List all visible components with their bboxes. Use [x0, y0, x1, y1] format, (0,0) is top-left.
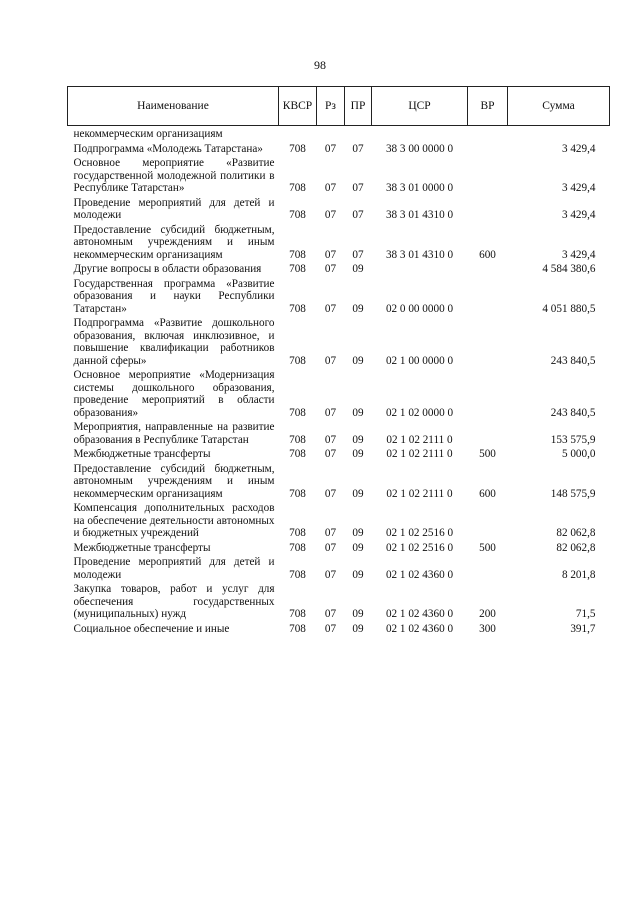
cell-kvsr: 708	[289, 209, 306, 221]
cell-kvsr: 708	[289, 487, 306, 500]
cell-vr	[468, 317, 508, 369]
table-row	[68, 317, 610, 369]
cell-vr: 200	[479, 608, 496, 620]
header-sum: Сумма	[508, 87, 610, 126]
cell-kvsr: 708	[289, 568, 306, 581]
cell-rz: 07	[324, 608, 337, 620]
cell-rz: 07	[324, 263, 337, 275]
cell-csr: 38 3 00 0000 0	[385, 142, 454, 155]
cell-pr: 07	[352, 248, 364, 261]
cell-pr: 09	[352, 263, 364, 275]
cell-name: Проведение мероприятий для детей и молодежи	[73, 556, 275, 581]
cell-rz: 07	[324, 142, 337, 155]
table-row	[68, 583, 610, 623]
cell-vr: 500	[479, 541, 496, 554]
cell-csr: 02 1 02 2111 0	[386, 448, 453, 460]
cell-rz: 07	[324, 527, 337, 539]
cell-csr: 02 1 02 0000 0	[385, 406, 454, 419]
cell-sum: 391,7	[570, 622, 596, 635]
cell-csr: 02 1 02 2516 0	[385, 541, 454, 554]
cell-vr	[468, 143, 508, 158]
cell-rz: 07	[324, 182, 337, 194]
cell-pr: 07	[352, 209, 364, 221]
cell-name: Основное мероприятие «Развитие государственной молодежной политики в Республике Татарстан»	[73, 157, 275, 194]
cell-name: Межбюджетные трансферты	[73, 448, 211, 460]
cell-name: Проведение мероприятий для детей и молодежи	[73, 196, 275, 221]
cell-sum	[508, 126, 610, 143]
cell-csr: 02 1 02 2111 0	[386, 433, 453, 446]
cell-pr: 09	[352, 406, 364, 419]
cell-sum: 3 429,4	[561, 182, 596, 194]
cell-vr	[468, 197, 508, 224]
cell-pr	[345, 126, 372, 143]
table-row	[68, 126, 610, 143]
cell-vr	[468, 157, 508, 197]
cell-sum: 82 062,8	[556, 527, 596, 539]
cell-name: Мероприятия, направленные на развитие образования в Республике Татарстан	[73, 421, 275, 446]
cell-name: Предоставление субсидий бюджетным, автономным учреждениям и иным некоммерческим организациям	[73, 462, 275, 500]
cell-name: Основное мероприятие «Модернизация системы дошкольного образования, проведение мероприятий в области образования»	[73, 369, 275, 419]
table-row	[68, 143, 610, 158]
cell-rz: 07	[324, 406, 337, 419]
cell-pr: 09	[352, 302, 364, 315]
cell-vr: 500	[479, 448, 496, 460]
table-row	[68, 502, 610, 542]
cell-sum: 148 575,9	[550, 487, 596, 500]
cell-sum: 3 429,4	[561, 209, 596, 221]
cell-pr: 09	[352, 448, 364, 460]
table-header	[68, 87, 610, 126]
cell-csr	[372, 263, 468, 278]
cell-kvsr: 708	[289, 406, 306, 419]
table-body	[68, 126, 610, 638]
cell-kvsr: 708	[289, 608, 306, 620]
cell-pr: 09	[352, 487, 364, 500]
cell-name: некоммерческим организациям	[73, 128, 223, 140]
cell-rz: 07	[324, 209, 337, 221]
cell-kvsr: 708	[289, 448, 306, 460]
cell-vr: 600	[479, 248, 496, 261]
cell-name: Другие вопросы в области образования	[73, 263, 262, 275]
cell-vr: 300	[479, 622, 496, 635]
cell-pr: 09	[352, 354, 364, 367]
cell-rz: 07	[324, 622, 337, 635]
cell-rz: 07	[324, 487, 337, 500]
cell-vr	[468, 126, 508, 143]
cell-csr: 38 3 01 0000 0	[385, 182, 454, 194]
cell-sum: 3 429,4	[561, 248, 596, 261]
cell-sum: 8 201,8	[561, 568, 596, 581]
cell-sum: 153 575,9	[550, 433, 596, 446]
cell-vr	[468, 263, 508, 278]
cell-vr	[468, 502, 508, 542]
cell-kvsr: 708	[289, 622, 306, 635]
cell-kvsr: 708	[289, 263, 306, 275]
cell-sum: 71,5	[575, 608, 596, 620]
cell-pr: 09	[352, 608, 364, 620]
table-row	[68, 263, 610, 278]
cell-kvsr: 708	[289, 302, 306, 315]
cell-csr: 02 0 00 0000 0	[385, 302, 454, 315]
cell-sum: 243 840,5	[550, 406, 596, 419]
cell-name: Межбюджетные трансферты	[73, 541, 211, 554]
cell-name: Социальное обеспечение и иные	[73, 622, 230, 635]
cell-vr: 600	[479, 487, 496, 500]
header-kvsr: КВСР	[279, 87, 317, 126]
cell-sum: 82 062,8	[556, 541, 596, 554]
cell-sum: 5 000,0	[561, 448, 596, 460]
cell-kvsr: 708	[289, 182, 306, 194]
table-row	[68, 448, 610, 463]
cell-csr: 02 1 02 4360 0	[385, 622, 454, 635]
cell-rz: 07	[324, 568, 337, 581]
header-name: Наименование	[68, 87, 279, 126]
cell-kvsr: 708	[289, 142, 306, 155]
cell-kvsr	[279, 126, 317, 143]
cell-pr: 07	[352, 182, 364, 194]
cell-csr: 02 1 02 4360 0	[385, 568, 454, 581]
cell-csr	[372, 126, 468, 143]
cell-csr: 02 1 00 0000 0	[385, 354, 454, 367]
cell-name: Закупка товаров, работ и услуг для обеспечения государственных (муниципальных) нужд	[73, 583, 275, 620]
cell-rz: 07	[324, 448, 337, 460]
cell-sum: 4 051 880,5	[542, 302, 596, 315]
cell-name: Подпрограмма «Развитие дошкольного образования, включая инклюзивное, и повышение квалификации работников данной сферы»	[73, 317, 275, 367]
table-row	[68, 623, 610, 638]
cell-sum: 243 840,5	[550, 354, 596, 367]
cell-sum: 4 584 380,6	[542, 263, 596, 275]
cell-pr: 09	[352, 433, 364, 446]
cell-rz: 07	[324, 541, 337, 554]
cell-pr: 09	[352, 568, 364, 581]
cell-name: Компенсация дополнительных расходов на обеспечение деятельности автономных и бюджетных учреждений	[73, 502, 275, 539]
cell-vr	[468, 421, 508, 448]
cell-rz: 07	[324, 302, 337, 315]
cell-pr: 09	[352, 541, 364, 554]
cell-vr	[468, 369, 508, 421]
cell-csr: 02 1 02 2516 0	[385, 527, 454, 539]
cell-sum: 3 429,4	[561, 142, 596, 155]
table-row	[68, 421, 610, 448]
table-row	[68, 556, 610, 583]
table-row	[68, 157, 610, 197]
table-row	[68, 224, 610, 264]
table-row	[68, 197, 610, 224]
cell-name: Подпрограмма «Молодежь Татарстана»	[73, 142, 263, 155]
cell-rz: 07	[324, 354, 337, 367]
budget-table	[67, 86, 610, 637]
page-number: 98	[314, 58, 326, 72]
cell-kvsr: 708	[289, 248, 306, 261]
cell-kvsr: 708	[289, 527, 306, 539]
cell-rz: 07	[324, 433, 337, 446]
cell-pr: 09	[352, 527, 364, 539]
cell-csr: 38 3 01 4310 0	[385, 248, 454, 261]
cell-kvsr: 708	[289, 541, 306, 554]
cell-csr: 02 1 02 4360 0	[385, 608, 454, 620]
cell-name: Предоставление субсидий бюджетным, автономным учреждениям и иным некоммерческим организациям	[73, 223, 275, 261]
table-row	[68, 463, 610, 503]
table-row	[68, 542, 610, 557]
header-rz: Рз	[317, 87, 345, 126]
cell-rz: 07	[324, 248, 337, 261]
cell-rz	[317, 126, 345, 143]
cell-pr: 09	[352, 622, 364, 635]
header-csr: ЦСР	[372, 87, 468, 126]
header-pr: ПР	[345, 87, 372, 126]
cell-vr	[468, 556, 508, 583]
cell-csr: 38 3 01 4310 0	[385, 209, 454, 221]
cell-name: Государственная программа «Развитие образования и науки Республики Татарстан»	[73, 277, 275, 315]
cell-pr: 07	[352, 142, 364, 155]
cell-kvsr: 708	[289, 433, 306, 446]
cell-vr	[468, 278, 508, 318]
cell-kvsr: 708	[289, 354, 306, 367]
header-vr: ВР	[468, 87, 508, 126]
table-row	[68, 278, 610, 318]
cell-csr: 02 1 02 2111 0	[386, 487, 453, 500]
table-row	[68, 369, 610, 421]
